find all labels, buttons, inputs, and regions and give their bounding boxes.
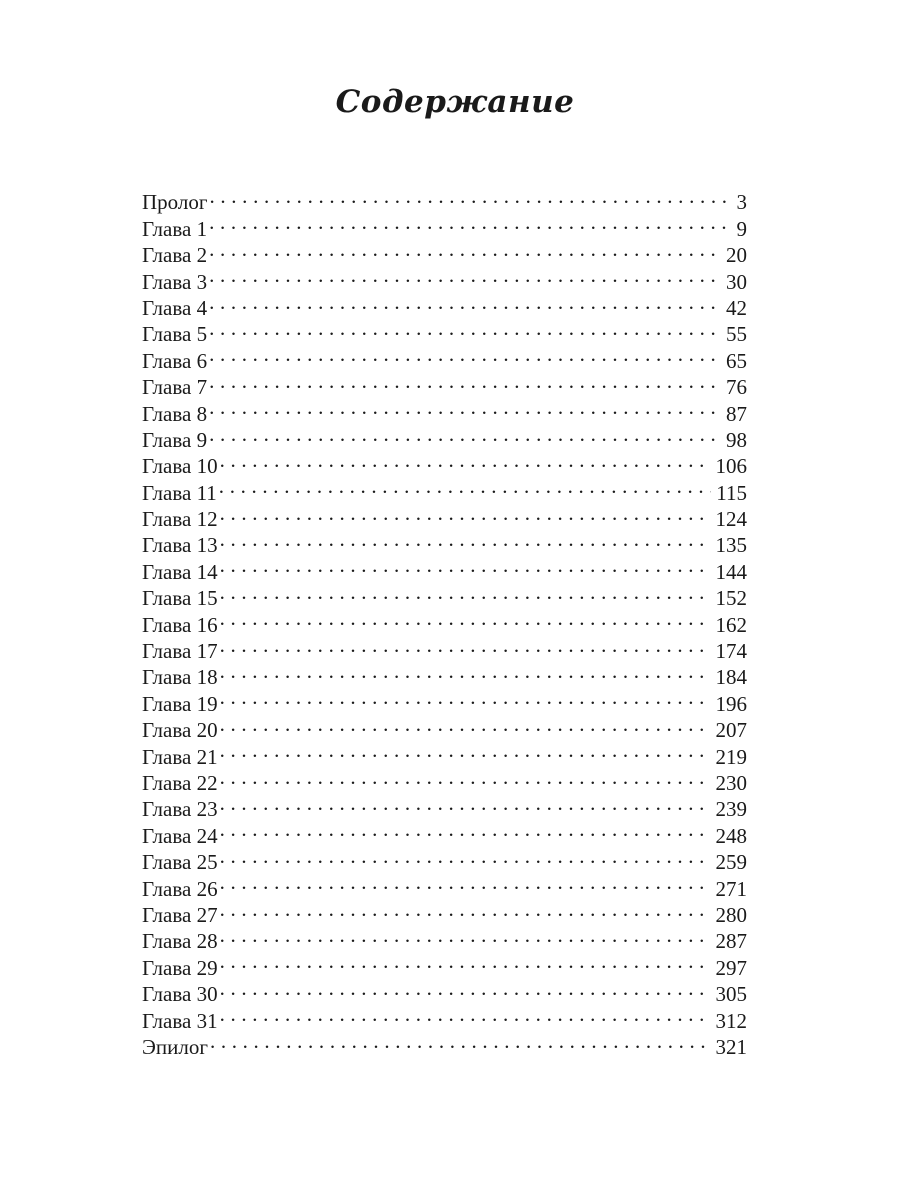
dot-leader [220,816,711,842]
toc-entry-page-number: 287 [713,928,748,954]
toc-entry [142,605,747,637]
toc-entry-page-number: 239 [713,796,748,822]
toc-entry-page-number: 248 [713,823,748,849]
toc-entry [142,500,747,532]
dot-leader [220,737,711,763]
dot-leader [220,922,711,948]
toc-entry-title: Глава 4 [142,295,208,320]
dot-leader [220,1001,711,1027]
toc-entry [142,922,747,954]
toc-entry [142,711,747,743]
toc-entry-page-number: 30 [723,269,747,295]
toc-entry-title: Глава 29 [142,955,218,980]
toc-entry [142,209,747,241]
toc-entry [142,526,747,558]
toc-entry-page-number: 124 [713,506,748,532]
toc-entry-title: Глава 16 [142,612,218,637]
dot-leader [209,209,731,235]
toc-entry [142,473,747,505]
toc-entry [142,447,747,479]
toc-entry-title: Глава 26 [142,876,218,901]
toc-entry-page-number: 87 [723,401,747,427]
toc-entry [142,790,747,822]
dot-leader [220,526,711,552]
dot-leader [210,1028,711,1054]
toc-entry-page-number: 297 [713,955,748,981]
dot-leader [209,421,721,447]
toc-entry [142,684,747,716]
toc-entry-title: Глава 22 [142,770,218,795]
toc-entry-title: Глава 30 [142,982,218,1007]
toc-entry [142,315,747,347]
toc-entry [142,632,747,664]
toc-entry [142,421,747,452]
dot-leader [220,579,711,605]
toc-entry-title: Глава 5 [142,322,208,347]
toc-entry [142,183,747,215]
toc-entry [142,975,747,1007]
toc-entry [142,394,747,426]
dot-leader [220,658,711,684]
toc-entry [142,289,747,320]
toc-entry [142,552,747,584]
toc-entry [142,896,747,927]
table-of-contents [142,183,747,1059]
dot-leader [209,315,721,341]
toc-entry-page-number: 42 [723,295,747,321]
toc-entry-title: Глава 24 [142,823,218,848]
toc-entry [142,948,747,980]
dot-leader [209,289,721,315]
toc-entry-page-number: 20 [723,242,747,268]
toc-entry-title: Глава 31 [142,1008,218,1033]
toc-entry-title: Глава 13 [142,533,218,558]
toc-entry-title: Глава 15 [142,586,218,611]
toc-entry [142,737,747,769]
dot-leader [209,262,721,288]
toc-entry-page-number: 305 [713,981,748,1007]
toc-entry-title: Глава 7 [142,375,208,400]
dot-leader [209,183,731,209]
toc-entry-title: Глава 27 [142,902,218,927]
toc-entry-title: Глава 9 [142,427,208,452]
toc-entry-page-number: 271 [713,876,748,902]
toc-entry-page-number: 9 [734,216,748,242]
toc-entry-title: Глава 17 [142,639,218,664]
dot-leader [220,790,711,816]
toc-entry-page-number: 152 [713,585,748,611]
toc-entry-page-number: 162 [713,612,748,638]
toc-entry-page-number: 321 [713,1034,748,1060]
toc-entry-title: Глава 1 [142,216,208,241]
dot-leader [220,896,711,922]
toc-entry [142,764,747,795]
toc-entry-title: Эпилог [142,1034,208,1059]
toc-entry [142,658,747,690]
toc-entry-title: Глава 6 [142,348,208,373]
toc-entry-title: Глава 20 [142,718,218,743]
toc-entry-title: Глава 3 [142,269,208,294]
toc-entry-title: Глава 23 [142,797,218,822]
toc-entry-page-number: 144 [713,559,748,585]
toc-entry-page-number: 135 [713,532,748,558]
dot-leader [220,843,711,869]
toc-entry-title: Глава 25 [142,850,218,875]
toc-entry-title: Глава 18 [142,665,218,690]
dot-leader [209,394,721,420]
toc-entry [142,262,747,294]
toc-entry-title: Пролог [142,190,208,215]
toc-entry-title: Глава 21 [142,744,218,769]
dot-leader [220,632,711,658]
toc-entry-title: Глава 2 [142,243,208,268]
dot-leader [209,341,721,367]
dot-leader [220,711,711,737]
page-title: Содержание [335,84,575,120]
dot-leader [220,948,711,974]
toc-entry-page-number: 207 [713,717,748,743]
dot-leader [220,552,711,578]
toc-entry-page-number: 65 [723,348,747,374]
toc-entry-page-number: 98 [723,427,747,453]
toc-entry [142,579,747,611]
dot-leader [220,447,711,473]
toc-entry [142,843,747,875]
toc-entry-title: Глава 11 [142,480,217,505]
dot-leader [220,975,711,1001]
dot-leader [220,869,711,895]
dot-leader [220,764,711,790]
toc-entry [142,869,747,901]
dot-leader [220,684,711,710]
toc-entry-page-number: 3 [734,189,748,215]
toc-entry [142,816,747,848]
toc-entry-page-number: 280 [713,902,748,928]
toc-entry-page-number: 174 [713,638,748,664]
toc-entry-title: Глава 14 [142,559,218,584]
toc-entry-page-number: 55 [723,321,747,347]
toc-entry-title: Глава 10 [142,454,218,479]
toc-entry-page-number: 115 [713,480,747,506]
dot-leader [219,473,711,499]
toc-entry [142,1028,747,1059]
toc-entry-page-number: 312 [713,1008,748,1034]
toc-entry-page-number: 196 [713,691,748,717]
dot-leader [209,236,721,262]
toc-entry-page-number: 76 [723,374,747,400]
toc-entry-page-number: 106 [713,453,748,479]
toc-entry-title: Глава 28 [142,929,218,954]
dot-leader [220,500,711,526]
toc-entry-page-number: 184 [713,664,748,690]
toc-entry-title: Глава 19 [142,691,218,716]
dot-leader [220,605,711,631]
toc-entry [142,368,747,400]
dot-leader [209,368,721,394]
toc-entry-title: Глава 8 [142,401,208,426]
toc-entry [142,1001,747,1033]
toc-entry [142,341,747,373]
toc-entry-page-number: 259 [713,849,748,875]
toc-entry [142,236,747,268]
toc-entry-page-number: 230 [713,770,748,796]
toc-entry-title: Глава 12 [142,507,218,532]
toc-entry-page-number: 219 [713,744,748,770]
